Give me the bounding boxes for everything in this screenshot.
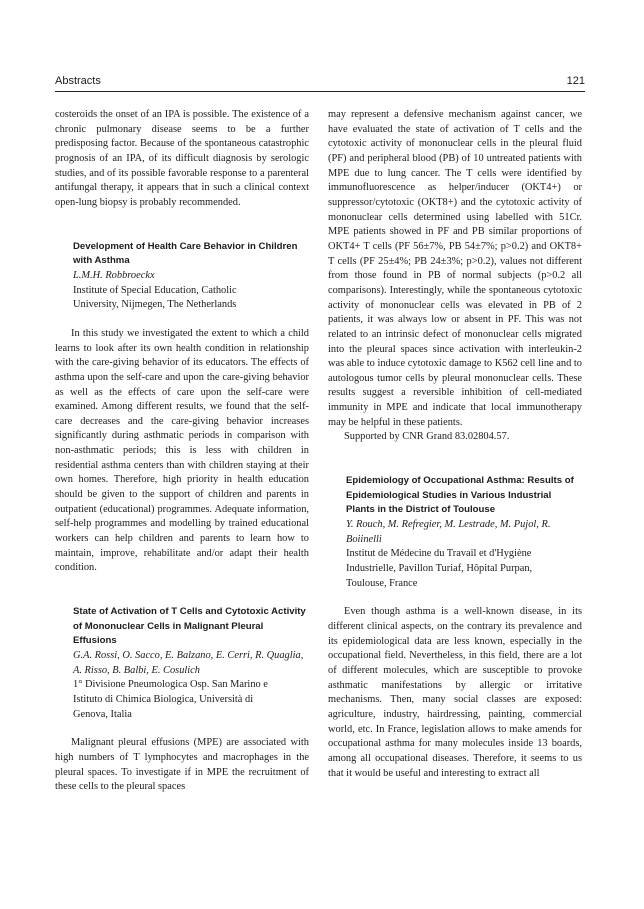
page-number: 121 (566, 75, 585, 87)
abstract-body: Even though asthma is a well-known disease, in its different clinical aspects, on the contrary its prevalence and its epidemiological data are less known, especially in the occupational field. Nevertheless, in this field, there are a lot of different molecules, which are susceptible to provoke asthmatic manifestations by allergic or irritative mechanisms. Then, many social classes are exposed: agriculture, industry, hairdressing, painting, commercial world, etc. In France, legislation allows to make amends for occupational asthma for many molecules inside 13 boards, among all occupational diseases. Therefore, it seems to us that it would be useful and interesting to extract all (328, 606, 582, 779)
abstract-title: Development of Health Care Behavior in Children with Asthma (73, 240, 298, 267)
support-note: Supported by CNR Grand 83.02804.57. (344, 431, 510, 443)
abstract-affiliation: University, Nijmegen, The Netherlands (73, 299, 237, 311)
abstract-body: In this study we investigated the extent to which a child learns to look after its own health condition in relationship with the care-giving behavior of its educators. The effects of asthma upon the self-care and upon the care-giving behavior as well as the effects of care upon the self-care were examined. Among different results, we found that the self-care decreases and the care-giving behavior increases significantly during asthmatic periods in comparison with non-asthmatic periods; this is less with children in residential asthma centers than with children staying at their own homes. Therefore, high priority in health education should be given to the support of children and parents in outpatient (educational) programmes. Adequate information, self-help programmes and modelling by trained educational workers can help children and parents to learn how to maintain, improve, rehabilitate and/or adapt their health condition. (55, 327, 309, 574)
abstract-title: State of Activation of T Cells and Cytotoxic Activity of Mononuclear Cells in Malignant Pleural Effusions (73, 606, 306, 647)
intro-paragraph: costeroids the onset of an IPA is possible. The existence of a chronic pulmonary disease seems to be a further predisposing factor. Because of the spontaneous catastrophic prognosis of an IPA, of its difficult diagnosis by serologic studies, and of its possible favorable response to a parenteral antifungal therapy, it appears that in such a clinical context open-lung biopsy is probably recommended. (55, 109, 309, 208)
abstract-affiliation: Genova, Italia (73, 708, 132, 720)
left-column (55, 108, 309, 795)
abstract-authors: L.M.H. Robbroeckx (73, 269, 155, 281)
abstract-affiliation: Industrielle, Pavillon Turiaf, Hôpital Purpan, (346, 563, 533, 575)
continued-paragraph: may represent a defensive mechanism against cancer, we have evaluated the state of activation of T cells and the cytotoxic activity of mononuclear cells in the pleural fluid (PF) and peripheral blood (PB) of 10 untreated patients with MPE due to lung cancer. The T cells were identified by immunofluorescence as helper/inducer (OKT4+) or suppressor/cytotoxic (OKT8+) and the cytotoxic activity of mononuclear cells determined using labelled with 51Cr. MPE patients showed in PF and PB similar proportions of OKT4+ T cells (PF 56±7%, PB 54±7%; p>0.2) and OKT8+ T cells (PF 25±4%; PB 24±3%; p>0.2), values not different from those found in PB of normal subjects (p>0.2 all comparisons). Interestingly, while the spontaneous cytotoxic activity of mononuclear cells was elevated in PB of 2 patients, it was always low or absent in PF. This was not related to an intrinsic defect of mononuclear cells migrated into the pleural spaces since activation with interleukin-2 was able to induce cytotoxic damage to K562 cell line and to autologous tumor cells by pleural mononuclear cells. These results suggest a reversible inhibition of cell-mediated immunity in MPE and indicate that local immunotherapy may be helpful in these patients. (328, 109, 582, 428)
abstract-affiliation: 1° Divisione Pneumologica Osp. San Marino e (73, 679, 268, 691)
page-header (55, 75, 585, 92)
abstract-body: Malignant pleural effusions (MPE) are associated with high numbers of T lymphocytes and macrophages in the pleural spaces. To investigate if in MPE the recruitment of these cells to the pleural spaces (55, 737, 309, 793)
journal-section-title: Abstracts (55, 75, 101, 87)
abstract-health-care-behavior (73, 240, 309, 313)
abstract-affiliation: Toulouse, France (346, 577, 418, 589)
abstract-authors: Y. Rouch, M. Refregier, M. Lestrade, M. Pujol, R. Boiinelli (346, 519, 551, 545)
abstract-occupational-asthma (346, 474, 582, 591)
abstract-affiliation: Istituto di Chimica Biologica, Università di (73, 693, 254, 705)
abstract-affiliation: Institut de Médecine du Travail et d'Hygiène (346, 548, 532, 560)
abstract-authors: G.A. Rossi, O. Sacco, E. Balzano, E. Cerri, R. Quaglia, A. Risso, B. Balbi, E. Cosulich (73, 650, 304, 676)
abstract-t-cells-pleural-effusions (73, 605, 309, 722)
abstract-affiliation: Institute of Special Education, Catholic (73, 284, 237, 296)
abstract-title: Epidemiology of Occupational Asthma: Results of Epidemiological Studies in Various Industrial Plants in the District of Toulouse (346, 475, 574, 516)
right-column (328, 108, 582, 781)
